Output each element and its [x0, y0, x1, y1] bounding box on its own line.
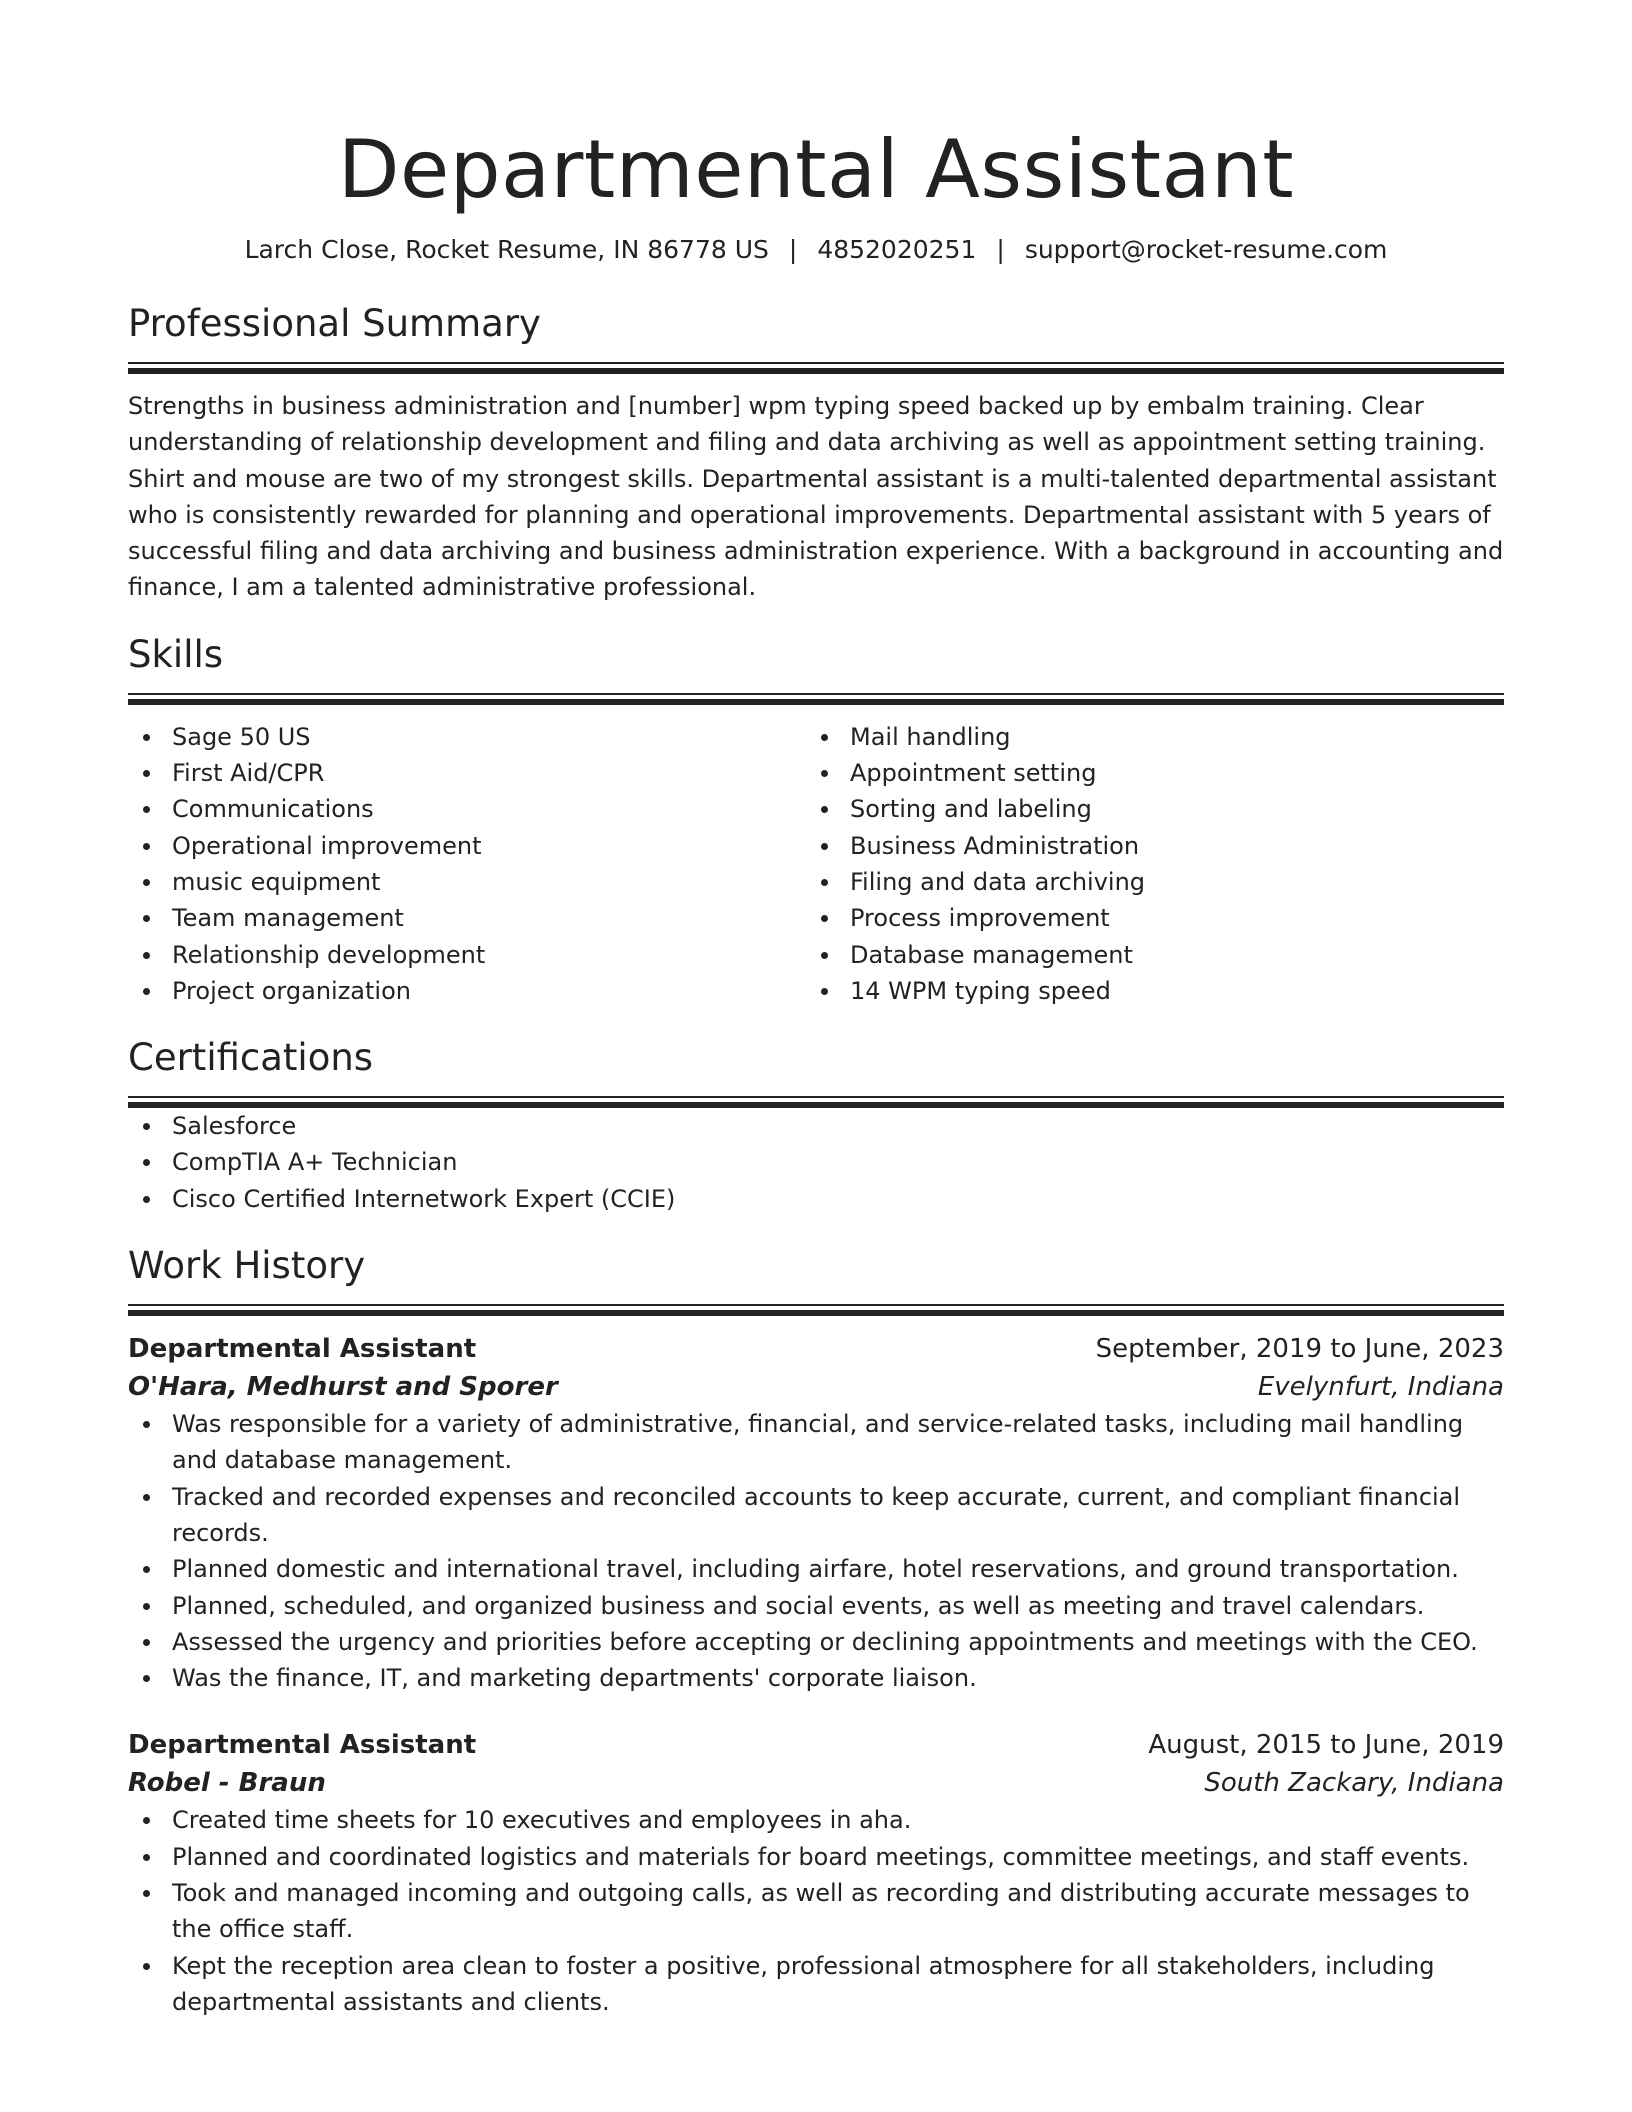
certification-item: Cisco Certified Internetwork Expert (CCIE) [128, 1181, 1504, 1217]
skill-item: Process improvement [806, 900, 1484, 936]
skill-item: Project organization [128, 973, 806, 1009]
certification-item: CompTIA A+ Technician [128, 1144, 1504, 1180]
skill-item: Appointment setting [806, 755, 1484, 791]
contact-separator: | [788, 235, 798, 264]
contact-address: Larch Close, Rocket Resume, IN 86778 US [244, 235, 769, 264]
skills-column-right [806, 719, 1484, 1009]
job-duty-item: Created time sheets for 10 executives and employees in aha. [128, 1802, 1504, 1838]
work-history-section [128, 1242, 1504, 2020]
certifications-list [128, 1108, 1504, 1217]
job-company: O'Hara, Medhurst and Sporer [128, 1372, 558, 1403]
job-header-row [128, 1726, 1504, 1764]
job-duties-list [128, 1406, 1504, 1696]
job-duty-item: Was the finance, IT, and marketing departments' corporate liaison. [128, 1660, 1504, 1696]
job-title: Departmental Assistant [128, 1730, 477, 1761]
certification-item: Salesforce [128, 1108, 1504, 1144]
contact-line [128, 232, 1504, 268]
job-duty-item: Kept the reception area clean to foster a positive, professional atmosphere for all stakeholders, including departmental assistants and clients. [128, 1948, 1504, 2021]
section-divider [128, 693, 1504, 705]
job-dates: August, 2015 to June, 2019 [1148, 1730, 1504, 1761]
resume-page [128, 0, 1504, 2020]
work-history-heading: Work History [128, 1244, 366, 1288]
skills-heading: Skills [128, 632, 224, 676]
contact-email[interactable]: support@rocket-resume.com [1024, 235, 1388, 264]
skills-column-left [128, 719, 806, 1009]
job-location: South Zackary, Indiana [1204, 1768, 1504, 1799]
contact-phone: 4852020251 [817, 235, 977, 264]
section-divider [128, 362, 1504, 374]
skill-item: 14 WPM typing speed [806, 973, 1484, 1009]
skill-item: Database management [806, 937, 1484, 973]
job-entry [128, 1330, 1504, 1696]
skill-item: Team management [128, 900, 806, 936]
job-duty-item: Took and managed incoming and outgoing calls, as well as recording and distributing accurate messages to the office staff. [128, 1875, 1504, 1948]
candidate-name: Departmental Assistant [337, 123, 1295, 216]
skill-item: Relationship development [128, 937, 806, 973]
summary-section [128, 300, 1504, 606]
skill-item: Sorting and labeling [806, 791, 1484, 827]
skills-section [128, 631, 1504, 1009]
job-duty-item: Tracked and recorded expenses and reconciled accounts to keep accurate, current, and compliant financial records. [128, 1479, 1504, 1552]
section-divider [128, 1096, 1504, 1108]
skill-item: Business Administration [806, 828, 1484, 864]
job-entry [128, 1726, 1504, 2020]
job-duties-list [128, 1802, 1504, 2020]
job-duty-item: Assessed the urgency and priorities before accepting or declining appointments and meetings with the CEO. [128, 1624, 1504, 1660]
summary-heading: Professional Summary [128, 302, 541, 345]
certifications-heading: Certifications [128, 1036, 374, 1080]
skill-item: Mail handling [806, 719, 1484, 755]
skill-item: Filing and data archiving [806, 864, 1484, 900]
job-duty-item: Planned domestic and international travel, including airfare, hotel reservations, and ground transportation. [128, 1551, 1504, 1587]
skill-item: Operational improvement [128, 828, 806, 864]
section-divider [128, 1304, 1504, 1316]
job-header-row [128, 1330, 1504, 1368]
certifications-section [128, 1034, 1504, 1217]
skill-item: Communications [128, 791, 806, 827]
job-duty-item: Planned and coordinated logistics and materials for board meetings, committee meetings, and staff events. [128, 1839, 1504, 1875]
skill-item: First Aid/CPR [128, 755, 806, 791]
job-location: Evelynfurt, Indiana [1257, 1372, 1504, 1403]
job-company-row [128, 1764, 1504, 1802]
skill-item: music equipment [128, 864, 806, 900]
job-company: Robel - Braun [128, 1768, 326, 1799]
job-title: Departmental Assistant [128, 1334, 477, 1365]
contact-separator: | [996, 235, 1005, 264]
skills-grid [128, 719, 1504, 1009]
summary-text: Strengths in business administration and [number] wpm typing speed backed up by embalm training. Clear understanding of relationship development and filing and data archiving as well as appointment setting training. Shirt and mouse are two of my strongest skills. Departmental assistant is a multi-talented departmental assistant who is consistently rewarded for planning and operational improvements. Departmental assistant with 5 years of successful filing and data archiving and business administration experience. With a background in accounting and finance, I am a talented administrative professional. [128, 392, 1504, 602]
job-dates: September, 2019 to June, 2023 [1095, 1334, 1504, 1365]
job-duty-item: Planned, scheduled, and organized business and social events, as well as meeting and travel calendars. [128, 1588, 1504, 1624]
job-duty-item: Was responsible for a variety of administrative, financial, and service-related tasks, including mail handling and database management. [128, 1406, 1504, 1479]
job-company-row [128, 1368, 1504, 1406]
skill-item: Sage 50 US [128, 719, 806, 755]
